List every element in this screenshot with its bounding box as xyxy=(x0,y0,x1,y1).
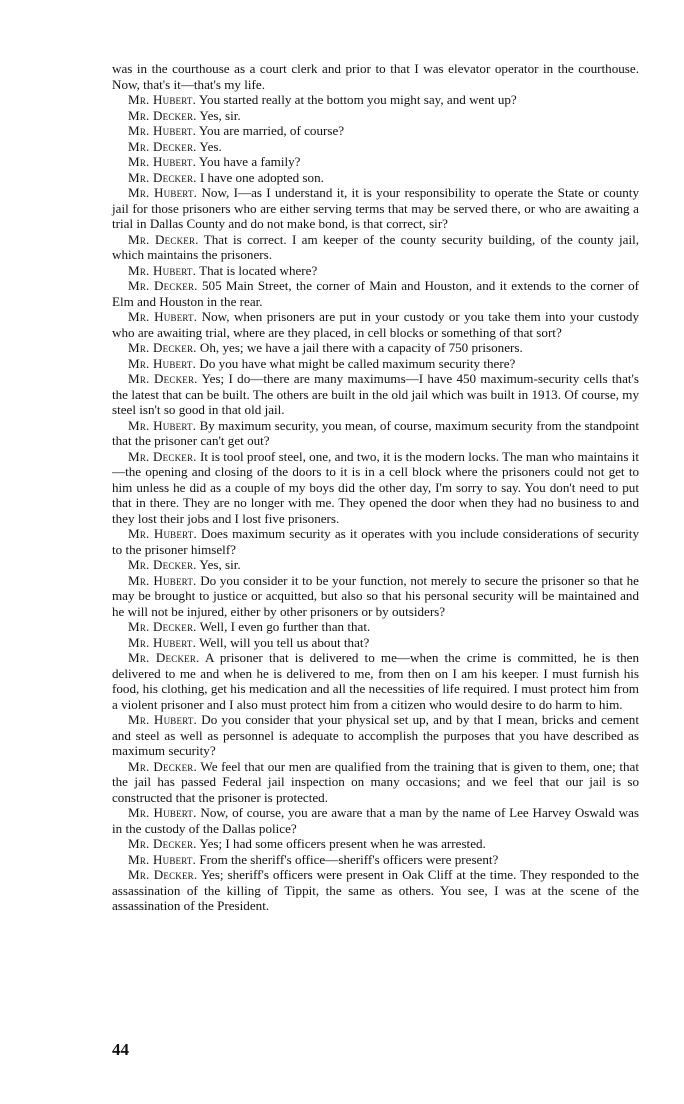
paragraph-text: Yes; I had some officers present when he was arrested. xyxy=(199,836,486,851)
speaker-label: Mr. Hubert. xyxy=(128,634,197,650)
speaker-label: Mr. Decker. xyxy=(128,758,197,774)
transcript-paragraph xyxy=(112,619,639,635)
speaker-label: Mr. Decker. xyxy=(128,107,197,123)
paragraph-text: From the sheriff's office—sheriff's officers were present? xyxy=(199,851,499,867)
speaker-label: Mr. Decker. xyxy=(128,619,197,634)
transcript-paragraph xyxy=(112,759,639,806)
paragraph-text: Now, I—as I understand it, it is your responsibility to operate the State or county jail for those prisoners who are either serving terms that may be served there, or who are awaiting a trial in Dallas County and do not make bond, is that correct, sir? xyxy=(112,185,639,231)
paragraph-text: 505 Main Street, the corner of Main and Houston, and it extends to the corner of Elm and Houston in the rear. xyxy=(112,278,639,309)
paragraph-text: I have one adopted son. xyxy=(199,169,324,185)
paragraph-text: Now, when prisoners are put in your custody or you take them into your custody who are awaiting trial, where are they placed, in cell blocks or something of that sort? xyxy=(112,309,639,340)
speaker-label: Mr. Hubert. xyxy=(128,526,197,541)
paragraph-text: was in the courthouse as a court clerk and prior to that I was elevator operator in the courthouse. Now, that's it—that's my life. xyxy=(112,61,639,92)
paragraph-text: Yes. xyxy=(199,138,222,154)
transcript-paragraph xyxy=(112,418,639,449)
transcript-paragraph xyxy=(112,108,639,124)
transcript-paragraph xyxy=(112,635,639,651)
paragraph-text: Now, of course, you are aware that a man by the name of Lee Harvey Oswald was in the custody of the Dallas police? xyxy=(112,805,639,836)
speaker-label: Mr. Hubert. xyxy=(128,92,197,107)
transcript-paragraph xyxy=(112,123,639,139)
transcript-paragraph xyxy=(112,526,639,557)
paragraph-text: That is correct. I am keeper of the county security building, of the county jail, which maintains the prisoners. xyxy=(112,231,639,262)
speaker-label: Mr. Decker. xyxy=(128,231,199,247)
page-number: 44 xyxy=(112,1040,129,1059)
speaker-label: Mr. Decker. xyxy=(128,371,198,386)
speaker-label: Mr. Hubert. xyxy=(128,851,197,867)
transcript-paragraph xyxy=(112,836,639,852)
speaker-label: Mr. Decker. xyxy=(128,138,197,154)
transcript-paragraph xyxy=(112,867,639,914)
transcript-paragraph xyxy=(112,263,639,279)
transcript-paragraph xyxy=(112,557,639,573)
speaker-label: Mr. Hubert. xyxy=(128,123,197,138)
transcript-paragraph xyxy=(112,449,639,527)
transcript-paragraph xyxy=(112,139,639,155)
paragraph-text: It is tool proof steel, one, and two, it is the modern locks. The man who maintains it—the opening and closing of the doors to it is in a cell block where the prisoners could not get to him unless he did as a couple of my boys did the other day, I'm sorry to say. You don't need to put that in there. They are no longer with me. They opened the door when they had no business to and they lost their jobs and I lost five prisoners. xyxy=(112,448,639,526)
transcript-paragraph xyxy=(112,805,639,836)
speaker-label: Mr. Hubert. xyxy=(128,355,197,371)
speaker-label: Mr. Hubert. xyxy=(128,712,198,727)
paragraph-text: Well, I even go further than that. xyxy=(199,619,371,634)
paragraph-text: Do you have what might be called maximum security there? xyxy=(199,355,516,371)
paragraph-text: Well, will you tell us about that? xyxy=(199,634,370,650)
transcript-paragraph xyxy=(112,61,639,92)
transcript-paragraph xyxy=(112,340,639,356)
paragraph-text: That is located where? xyxy=(199,262,318,278)
speaker-label: Mr. Hubert. xyxy=(128,417,197,433)
speaker-label: Mr. Decker. xyxy=(128,169,197,185)
paragraph-text: A prisoner that is delivered to me—when the crime is committed, he is then delivered to me and when he is delivered to me, from then on I am his keeper. I must furnish his food, his clothing, get his medication and all the necessities of life required. I must protect him from a violent prisoner and I also must protect him from a citizen who would desire to do harm to him. xyxy=(112,650,639,712)
paragraph-text: Yes, sir. xyxy=(199,557,241,572)
transcript-paragraph xyxy=(112,154,639,170)
transcript-page xyxy=(112,61,639,914)
transcript-paragraph xyxy=(112,185,639,232)
paragraph-text: By maximum security, you mean, of course, maximum security from the standpoint that the prisoner can't get out? xyxy=(112,417,639,448)
transcript-paragraph xyxy=(112,356,639,372)
speaker-label: Mr. Hubert. xyxy=(128,572,197,588)
transcript-paragraph xyxy=(112,573,639,620)
speaker-label: Mr. Decker. xyxy=(128,278,198,293)
paragraph-text: You have a family? xyxy=(198,154,301,169)
paragraph-text: Oh, yes; we have a jail there with a capacity of 750 prisoners. xyxy=(199,340,523,355)
paragraph-text: Do you consider it to be your function, not merely to secure the prisoner so that he may be brought to justice or acquitted, but also so that his personal security will be maintained and he will not be injured, either by other prisoners or by outsiders? xyxy=(112,572,639,619)
paragraph-text: Yes; I do—there are many maximums—I have 450 maximum-security cells that's the latest that can be built. The others are built in the old jail which was built in 1913. Of course, my steel isn't so good in that old jail. xyxy=(112,371,639,417)
speaker-label: Mr. Decker. xyxy=(128,650,200,665)
speaker-label: Mr. Decker. xyxy=(128,340,197,355)
speaker-label: Mr. Hubert. xyxy=(128,154,197,169)
transcript-paragraph xyxy=(112,712,639,759)
paragraph-text: Does maximum security as it operates with you include considerations of security to the prisoner himself? xyxy=(112,526,639,557)
paragraph-text: You are married, of course? xyxy=(198,123,345,138)
transcript-paragraph xyxy=(112,309,639,340)
paragraph-text: Do you consider that your physical set up, and by that I mean, bricks and cement and steel as well as personnel is adequate to accomplish the purposes that you have described as maximum security? xyxy=(112,712,639,758)
transcript-paragraph xyxy=(112,650,639,712)
speaker-label: Mr. Hubert. xyxy=(128,185,198,200)
transcript-paragraph xyxy=(112,92,639,108)
speaker-label: Mr. Decker. xyxy=(128,557,197,572)
transcript-paragraph xyxy=(112,278,639,309)
speaker-label: Mr. Hubert. xyxy=(128,805,197,820)
paragraph-text: Yes, sir. xyxy=(199,107,241,123)
paragraph-text: We feel that our men are qualified from the training that is given to them, one; that the jail has passed Federal jail inspection on many occasions; and we feel that our jail is so constructed that the prisoner is protected. xyxy=(112,758,639,805)
speaker-label: Mr. Decker. xyxy=(128,836,197,851)
paragraph-text: You started really at the bottom you might say, and went up? xyxy=(198,92,517,107)
paragraph-text: Yes; sheriff's officers were present in Oak Cliff at the time. They responded to the assassination of the killing of Tippit, the same as others. You see, I was at the scene of the assassination of the President. xyxy=(112,867,639,913)
speaker-label: Mr. Decker. xyxy=(128,448,197,464)
transcript-paragraph xyxy=(112,852,639,868)
transcript-paragraph xyxy=(112,371,639,418)
speaker-label: Mr. Hubert. xyxy=(128,309,198,324)
speaker-label: Mr. Hubert. xyxy=(128,262,197,278)
speaker-label: Mr. Decker. xyxy=(128,867,198,882)
transcript-paragraph xyxy=(112,232,639,263)
transcript-paragraph xyxy=(112,170,639,186)
